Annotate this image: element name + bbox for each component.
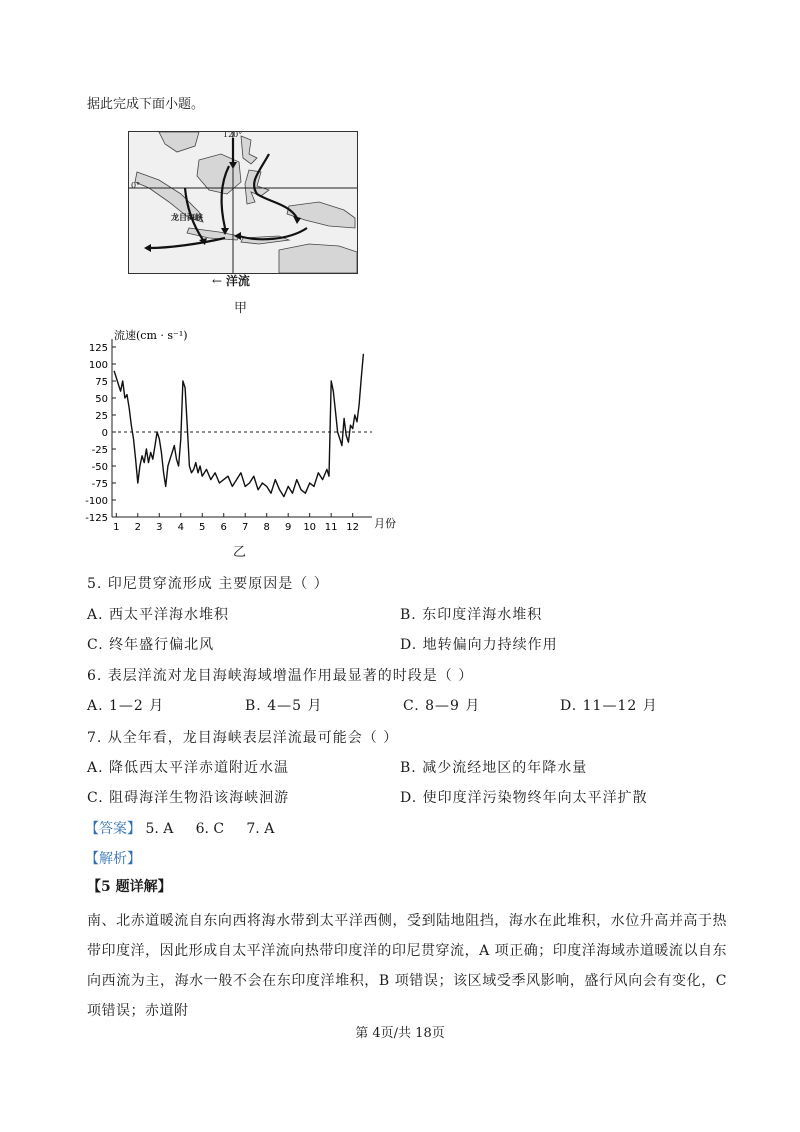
y-tick-label: 125: [88, 343, 108, 354]
q6-option-d: D. 11—12 月: [560, 698, 658, 714]
ocean-current-map: [128, 131, 358, 274]
q7-option-d: D. 使印度洋污染物终年向太平洋扩散: [400, 790, 648, 806]
y-tick-label: 25: [95, 411, 108, 422]
x-tick-label: 6: [220, 522, 227, 533]
chart-xlabel: 月份: [374, 517, 396, 530]
x-tick-label: 9: [285, 522, 292, 533]
q7-option-b: B. 减少流经地区的年降水量: [400, 760, 588, 776]
map-caption: 甲: [234, 301, 248, 316]
q5-option-b: B. 东印度洋海水堆积: [400, 607, 543, 623]
x-tick-label: 5: [199, 522, 206, 533]
y-tick-label: -75: [91, 479, 108, 490]
q6-option-a: A. 1—2 月: [87, 698, 165, 714]
answer-text: 5. A 6. C 7. A: [145, 821, 275, 837]
map-legend: [212, 272, 250, 289]
arrow-head-west: [144, 244, 151, 252]
x-tick-label: 8: [263, 522, 270, 533]
x-tick-label: 4: [177, 522, 184, 533]
q5-option-a: A. 西太平洋海水堆积: [87, 607, 230, 623]
x-tick-label: 1: [113, 522, 120, 533]
x-tick-label: 3: [156, 522, 163, 533]
mainland-landmass: [159, 132, 199, 152]
q7-option-c: C. 阻碍海洋生物沿该海峡洄游: [87, 790, 290, 806]
question-6-stem: 6. 表层洋流对龙目海峡海域增温作用最显著的时段是（ ）: [87, 668, 474, 684]
q7-option-a: A. 降低西太平洋赤道附近水温: [87, 760, 290, 776]
lat-0-label: 0°: [131, 181, 141, 190]
analysis-label: 【解析】: [85, 851, 141, 867]
q6-option-b: B. 4—5 月: [245, 698, 323, 714]
legend-arrow-icon: ←: [212, 274, 223, 288]
explain-title: 【5 题详解】: [87, 879, 172, 895]
x-tick-label: 12: [346, 522, 360, 533]
q6-option-c: C. 8—9 月: [403, 698, 481, 714]
y-tick-label: 100: [88, 360, 108, 371]
chart-svg: [82, 325, 412, 540]
lon-120-label: 120°: [223, 131, 243, 139]
x-tick-label: 11: [324, 522, 338, 533]
current-arrow-west: [149, 238, 225, 248]
chart-ylabel: 流速(cm · s⁻¹): [114, 329, 188, 342]
legend-label: 洋流: [225, 274, 250, 288]
australia-landmass: [279, 244, 357, 273]
y-tick-label: -50: [91, 462, 108, 473]
question-7-stem: 7. 从全年看，龙目海峡表层洋流最可能会（ ）: [87, 730, 399, 746]
new-guinea-landmass: [287, 202, 355, 228]
x-tick-label: 10: [303, 522, 317, 533]
intro-text: 据此完成下面小题。: [87, 97, 205, 112]
flow-speed-chart: [82, 325, 412, 540]
page-footer: 第 4页/共 18页: [355, 1026, 445, 1041]
philippines-landmass: [241, 136, 257, 164]
chart-caption: 乙: [233, 545, 247, 560]
strait-label: 龙目海峡: [171, 212, 203, 222]
y-tick-label: 75: [95, 377, 108, 388]
x-tick-label: 2: [134, 522, 141, 533]
map-drawing: [129, 132, 357, 273]
question-5-stem: 5. 印尼贯穿流形成 主要原因是（ ）: [87, 576, 329, 592]
y-tick-label: -25: [91, 445, 108, 456]
answer-tag: 【答案】: [85, 821, 141, 837]
x-tick-label: 7: [242, 522, 249, 533]
y-tick-label: -100: [85, 496, 108, 507]
explain-paragraph: 南、北赤道暖流自东向西将海水带到太平洋西侧，受到陆地阻挡，海水在此堆积，水位升高并高于热带印度洋，因此形成自太平洋流向热带印度洋的印尼贯穿流，A 项正确；印度洋海域赤道暖流以自东向西流为主，海水一般不会在东印度洋堆积，B 项错误；该区域受季风影响，盛行风向会有变化，C 项错误；赤道附: [87, 913, 727, 1019]
q5-option-d: D. 地转偏向力持续作用: [400, 637, 558, 653]
y-tick-label: 0: [101, 428, 108, 439]
y-tick-label: 50: [95, 394, 108, 405]
flow-speed-series-line: [114, 354, 363, 497]
java-landmass: [187, 228, 239, 240]
q5-option-c: C. 终年盛行偏北风: [87, 637, 215, 653]
answer-line: [85, 818, 274, 838]
y-tick-label: -125: [85, 513, 108, 524]
